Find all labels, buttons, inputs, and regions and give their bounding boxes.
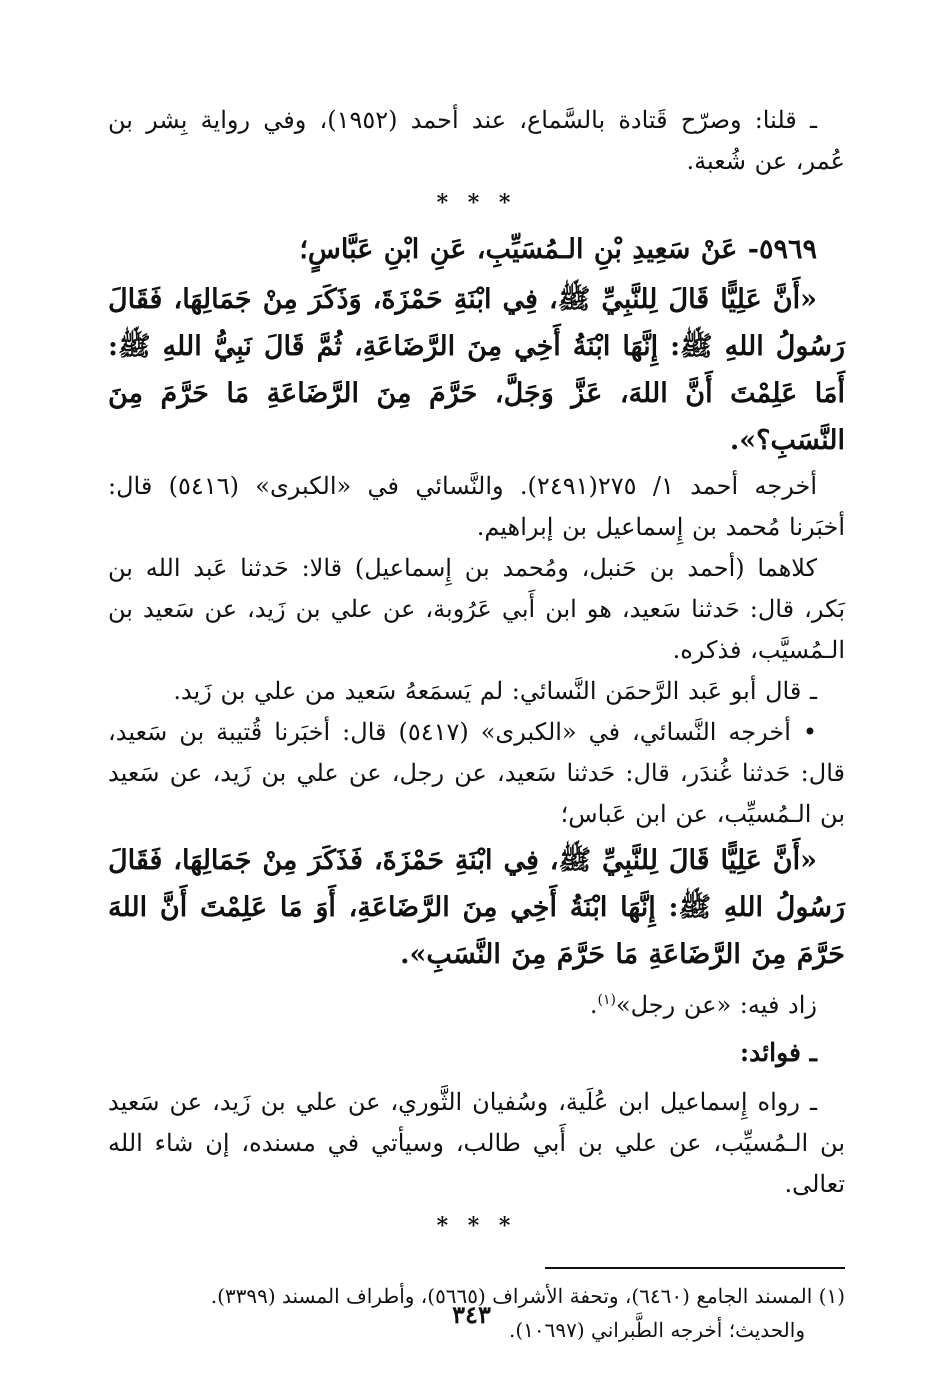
hadith-text-variant: «أَنَّ عَلِيًّا قَالَ لِلنَّبِيِّ ﷺ، فِي ابْنَةِ حَمْزَةَ، فَذَكَرَ مِنْ جَمَالِهَا، فَقَالَ رَسُولُ اللهِ ﷺ: إِنَّهَا ابْنَةُ أَخِي مِنَ الرَّضَاعَةِ، أَوَ مَا عَلِمْتَ أَنَّ اللهَ حَرَّمَ مِنَ الرَّضَاعَةِ مَا حَرَّمَ مِنَ النَّسَبِ». [108,845,845,970]
paragraph-nasai-comment: ـ قال أبو عَبد الرَّحمَن النَّسائي: لم يَسمَعهُ سَعيد من علي بن زَيد. [173,677,817,705]
addition-end: . [589,991,598,1019]
footnote-reference[interactable]: (١) [597,992,616,1008]
page-number: ٣٤٣ [452,1300,491,1329]
benefits-heading: ـ فوائد: [739,1038,817,1067]
paragraph-chain: كلاهما (أحمد بن حَنبل، ومُحمد بن إِسماعيل) قالا: حَدثنا عَبد الله بن بَكر، قال: حَدثنا سَعيد، هو ابن أَبي عَرُوبة، عن علي بن زَيد، عن سَعيد بن الـمُسيَّب، فذكره. [108,554,845,664]
paragraph-note-qatada: ـ قلنا: وصرّح قَتادة بالسَّماع، عند أحمد (١٩٥٢)، وفي رواية بِشر بن عُمر، عن شُعبة. [108,106,845,175]
paragraph-takhrij-ahmad: أخرجه أحمد ١/ ٢٧٥(٢٤٩١). والنَّسائي في «الكبرى» (٥٤١٦) قال: أخبَرنا مُحمد بن إِسماعيل بن إبراهيم. [108,472,845,541]
hadith-number-heading: ٥٩٦٩- عَنْ سَعِيدِ بْنِ الـمُسَيِّبِ، عَنِ ابْنِ عَبَّاسٍ؛ [299,234,817,265]
footnote-1-continuation: والحديث؛ أخرجه الطَّبراني (١٠٦٩٧). [508,1318,805,1342]
addition-text: زاد فيه: «عن رجل» [615,991,817,1019]
hadith-text: «أَنَّ عَلِيًّا قَالَ لِلنَّبِيِّ ﷺ، فِي ابْنَةِ حَمْزَةَ، وَذَكَرَ مِنْ جَمَالِهَا، فَقَالَ رَسُولُ اللهِ ﷺ: إِنَّهَا ابْنَةُ أَخِي مِنَ الرَّضَاعَةِ، ثُمَّ قَالَ نَبِيُّ اللهِ ﷺ: أَمَا عَلِمْتَ أَنَّ اللهَ، عَزَّ وَجَلَّ، حَرَّمَ مِنَ الرَّضَاعَةِ مَا حَرَّمَ مِنَ النَّسَبِ؟». [108,284,845,456]
footnote-1: (١) المسند الجامع (٦٤٦٠)، وتحفة الأشراف (٥٦٦٥)، وأطراف المسند (٣٣٩٩). [210,1284,845,1308]
section-separator-end: * * * [436,1213,517,1239]
paragraph-addition [108,980,845,1026]
footnote-divider [545,1267,845,1269]
paragraph-takhrij-nasai: • أخرجه النَّسائي، في «الكبرى» (٥٤١٧) قال: أخبَرنا قُتيبة بن سَعيد، قال: حَدثنا غُندَر، قال: حَدثنا سَعيد، عن رجل، عن علي بن زَيد، عن سَعيد بن الـمُسيِّب، عن ابن عَباس؛ [108,718,845,828]
section-separator: * * * [436,190,517,216]
paragraph-benefits: ـ رواه إِسماعيل ابن عُلَية، وسُفيان الثَّوري، عن علي بن زَيد، عن سَعيد بن الـمُسيِّب، عن علي بن أَبي طالب، وسيأتي في مسنده، إن شاء الله تعالى. [108,1088,845,1198]
